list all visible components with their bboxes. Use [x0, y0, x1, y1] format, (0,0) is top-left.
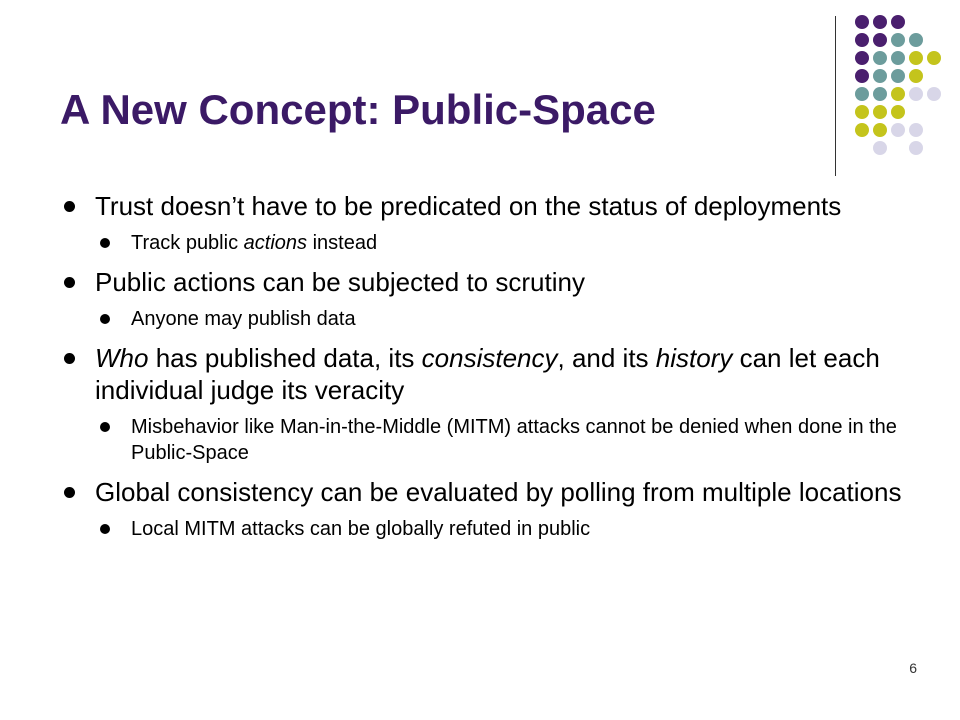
decor-dot: [855, 15, 869, 29]
sub-bullet-item: [60, 230, 920, 256]
decor-dot: [891, 69, 905, 83]
sub-bullet-emphasis: actions: [243, 232, 308, 254]
bullet-emphasis: Who: [95, 343, 149, 373]
decor-dot: [891, 87, 905, 101]
sub-bullet-text: Anyone may publish data: [131, 308, 356, 330]
sub-bullet-list: [95, 516, 920, 542]
decor-dot: [909, 141, 923, 155]
decor-dot: [909, 51, 923, 65]
bullet-text: Trust doesn’t have to be predicated on the status of deployments: [95, 191, 842, 221]
bullet-item: [60, 190, 920, 256]
bullet-text: [95, 342, 920, 406]
sub-bullet-list: [95, 230, 920, 256]
decor-dot: [873, 69, 887, 83]
sub-bullet-list: [95, 414, 920, 466]
bullet-text: Public actions can be subjected to scrutiny: [95, 267, 585, 297]
decor-dot: [891, 123, 905, 137]
sub-bullet-item: [60, 516, 920, 542]
decor-dot: [873, 33, 887, 47]
decor-dot: [909, 123, 923, 137]
bullet-text-part: , and its: [557, 343, 656, 373]
bullet-item: [60, 476, 920, 542]
decor-dot: [873, 141, 887, 155]
sub-bullet-text: Misbehavior like Man-in-the-Middle (MITM) attacks cannot be denied when done in the Public-Space: [131, 416, 897, 464]
bullet-text-part: has published data, its: [148, 343, 422, 373]
sub-bullet-text-pre: Track public: [131, 232, 244, 254]
decor-dot: [855, 87, 869, 101]
bullet-emphasis: consistency: [421, 343, 558, 373]
decor-dot: [873, 123, 887, 137]
decor-dot: [927, 51, 941, 65]
decor-dot: [855, 123, 869, 137]
slide-title: A New Concept: Public-Space: [60, 86, 656, 133]
bullet-emphasis: history: [655, 343, 733, 373]
decor-dot: [855, 33, 869, 47]
bullet-text: Global consistency can be evaluated by polling from multiple locations: [95, 477, 902, 507]
sub-bullet-list: [95, 306, 920, 332]
decor-dot: [873, 105, 887, 119]
decor-dot: [891, 15, 905, 29]
decor-dot: [873, 51, 887, 65]
decor-dot: [891, 105, 905, 119]
sub-bullet-text: Local MITM attacks can be globally refuted in public: [131, 518, 591, 540]
bullet-list: [60, 190, 920, 552]
bullet-item: [60, 342, 920, 466]
decor-dot: [909, 87, 923, 101]
decor-dot: [891, 51, 905, 65]
sub-bullet-item: [60, 306, 920, 332]
decor-dot: [891, 33, 905, 47]
bullet-text-part: can let each individual judge its veracity: [95, 343, 880, 405]
decor-dot: [873, 15, 887, 29]
decor-dot: [909, 33, 923, 47]
decor-dot: [927, 87, 941, 101]
decor-dot: [909, 69, 923, 83]
sub-bullet-text-post: instead: [307, 232, 378, 254]
decor-dot: [855, 105, 869, 119]
decor-dot: [873, 87, 887, 101]
bullet-item: [60, 266, 920, 332]
vertical-divider: [835, 16, 836, 176]
sub-bullet-item: [60, 414, 920, 466]
page-number: 6: [909, 660, 917, 676]
decor-dot: [855, 51, 869, 65]
decor-dot: [855, 69, 869, 83]
